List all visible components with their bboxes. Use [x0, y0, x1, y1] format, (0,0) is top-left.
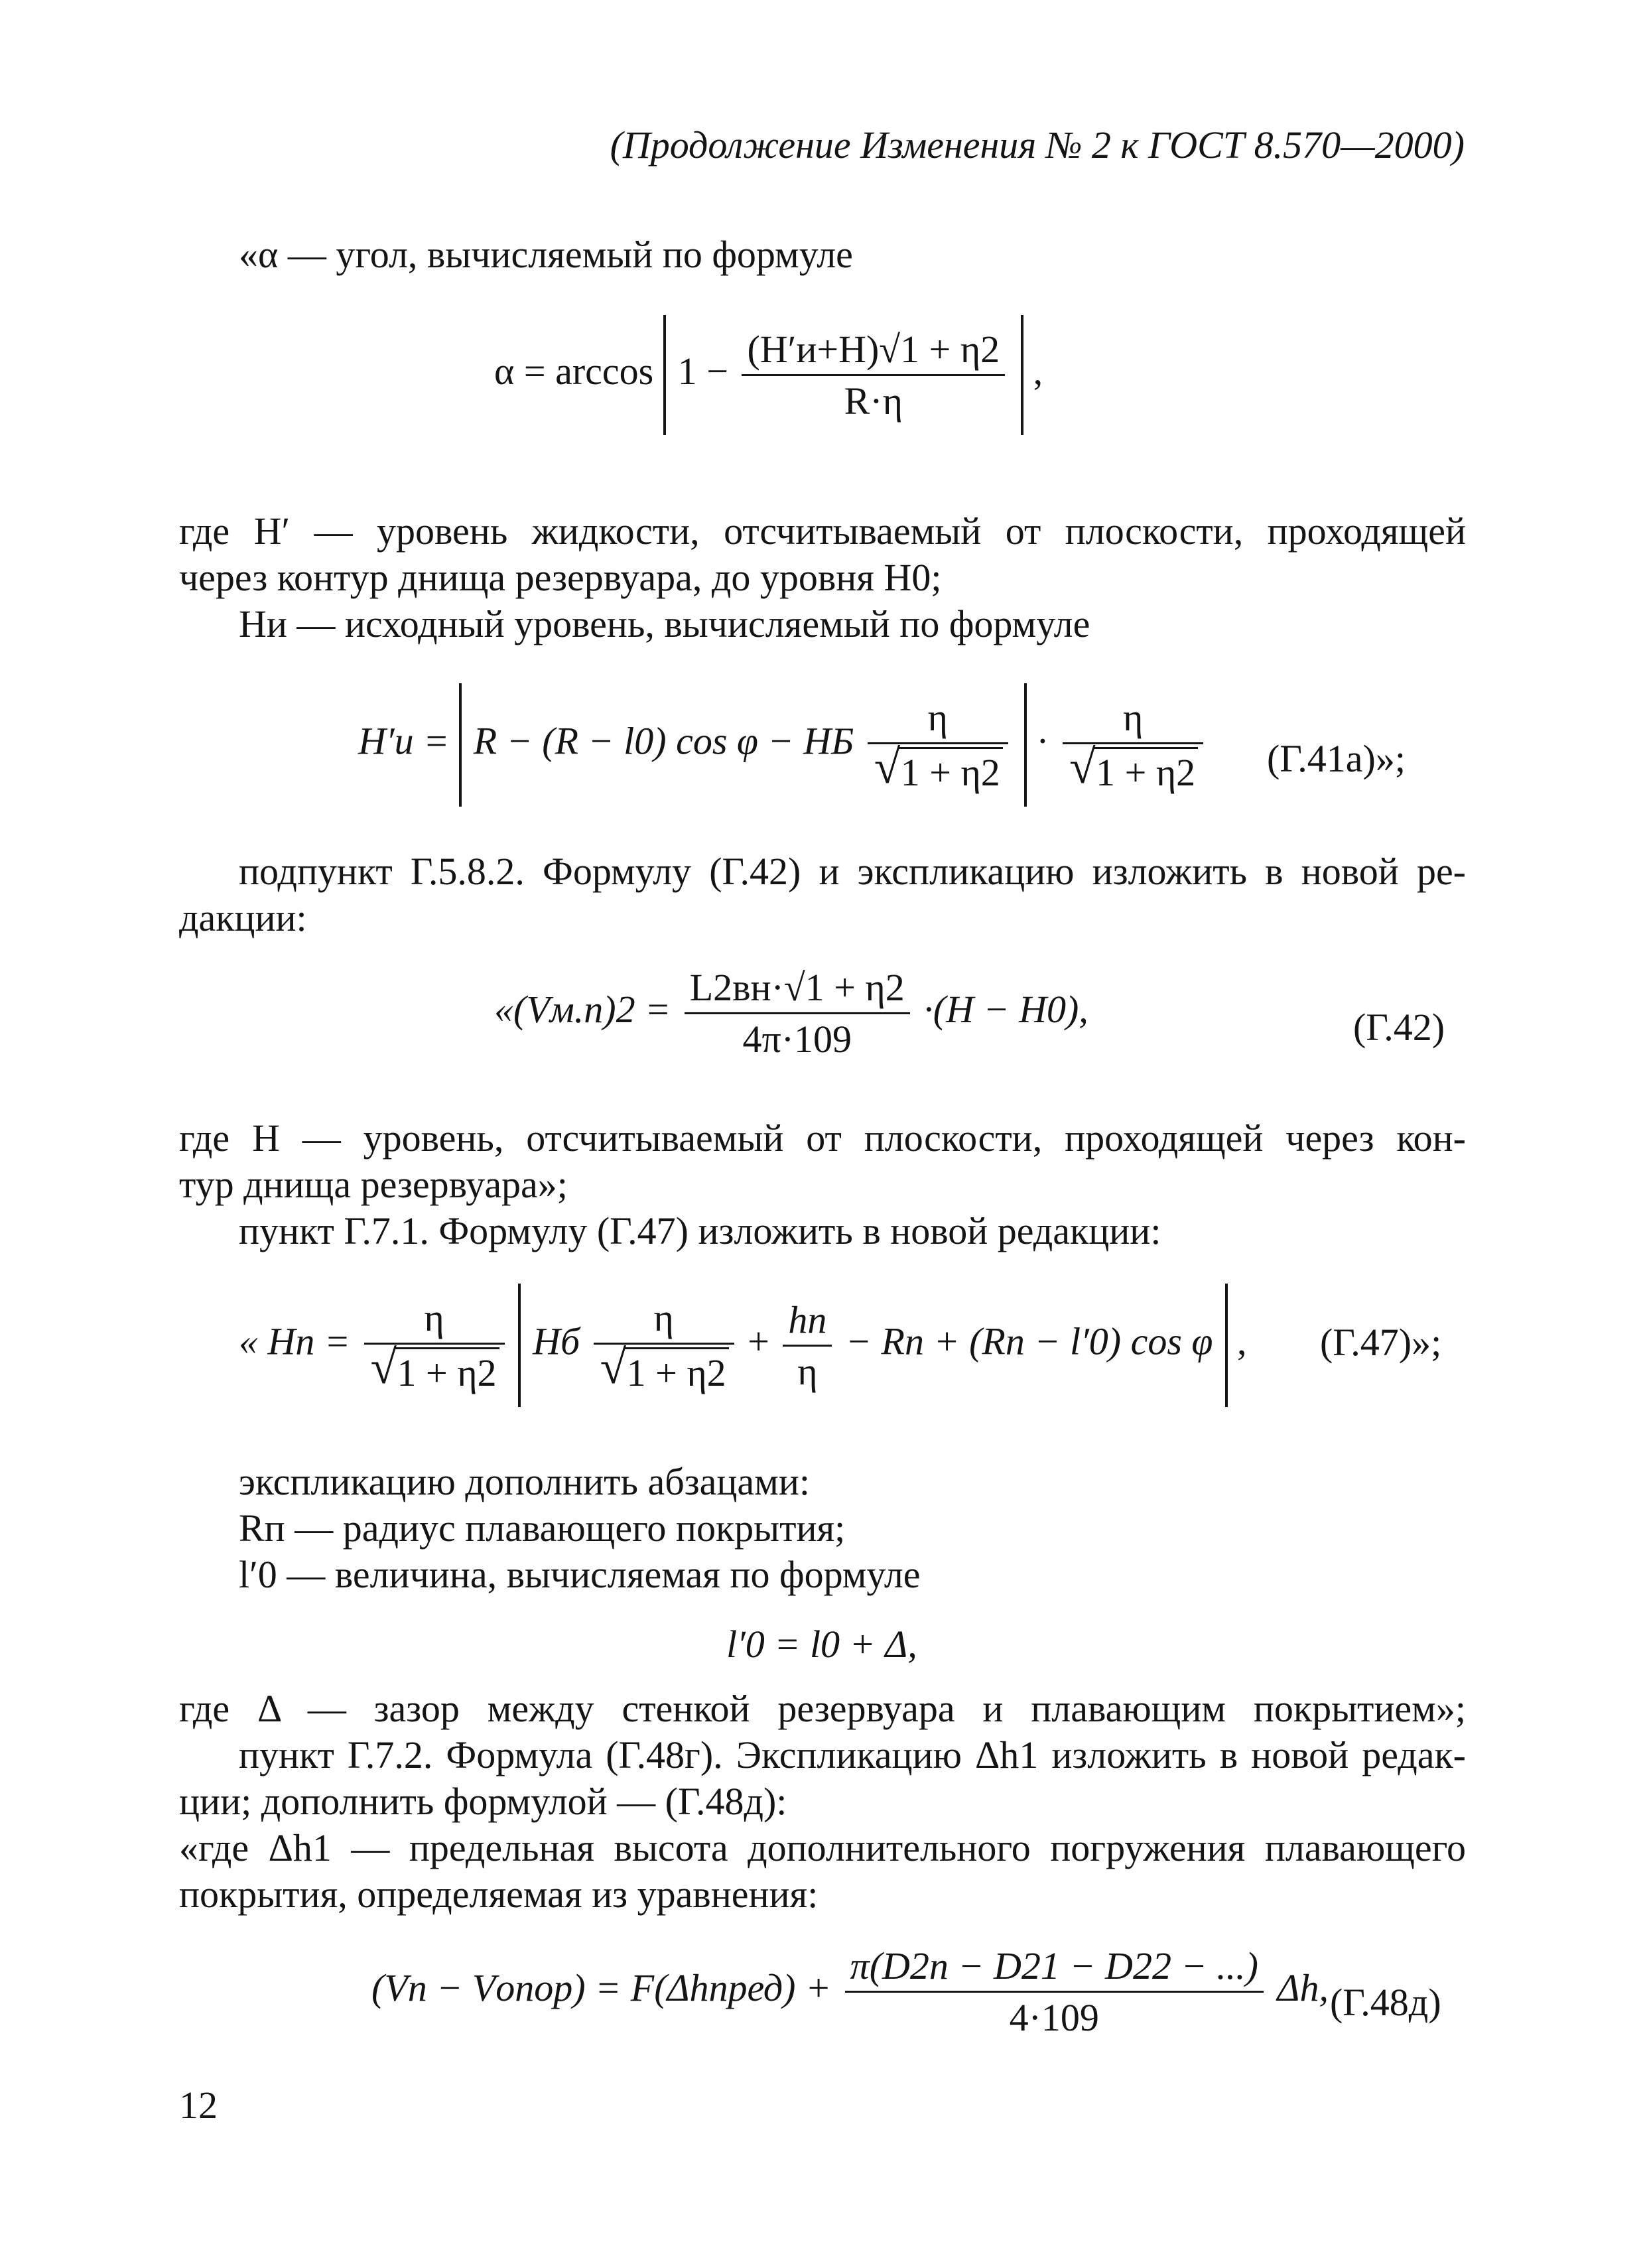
formula-alpha-numerator: (H′и+H)√1 + η2: [742, 327, 1005, 376]
para-explication-l0: l′0 — величина, вычисляемая по формуле: [239, 1553, 921, 1596]
para-clause-772-line1: пункт Г.7.2. Формула (Г.48г). Экспликацию Δh1 изложить в новой редак-: [239, 1733, 1466, 1776]
para-h-line2: тур днища резервуара»;: [179, 1163, 568, 1206]
formula-g42-numerator: L2вн·√1 + η2: [685, 965, 910, 1014]
formula-g47: [239, 1284, 1247, 1407]
para-dh-line2: покрытия, определяемая из уравнения:: [179, 1873, 819, 1916]
formula-g47-rest: − Rп + (Rп − l′0) cos φ: [845, 1319, 1213, 1363]
para-dh-line1: «где Δh1 — предельная высота дополнительного погружения плавающего: [179, 1826, 1466, 1869]
formula-alpha-fraction: [742, 327, 1005, 423]
formula-l0: l′0 = l0 + Δ,: [726, 1623, 917, 1666]
formula-g47-number: (Г.47)»;: [1320, 1321, 1442, 1364]
formula-g41a-inner-fraction: [868, 695, 1008, 795]
formula-alpha-lhs: α = arccos: [494, 349, 654, 393]
formula-g42-rhs: ·(H − H0),: [923, 987, 1088, 1031]
para-h-prime-line2: через контур днища резервуара, до уровня H0;: [179, 556, 942, 599]
formula-g47-hp-eta: η: [797, 1349, 818, 1393]
formula-g48d: [371, 1944, 1329, 2040]
formula-g48d-fraction: [845, 1944, 1264, 2040]
formula-g47-inner-eta: η: [594, 1296, 734, 1345]
formula-g48d-number: (Г.48д): [1330, 1981, 1441, 2024]
para-clause-771: пункт Г.7.1. Формулу (Г.47) изложить в новой редакции:: [239, 1209, 1161, 1252]
formula-g41a-outer-root: √ 1 + η2: [1063, 744, 1203, 795]
formula-g47-hb: Hб: [533, 1319, 580, 1363]
formula-g48d-lhs: (Vп − Vопор) = F(Δhпред) +: [371, 1966, 832, 2009]
formula-g47-eta: η: [364, 1296, 505, 1345]
running-header: (Продолжение Изменения № 2 к ГОСТ 8.570—2000): [610, 123, 1465, 167]
formula-g41a-body: R − (R − l0) cos φ − HБ: [473, 719, 854, 763]
para-subclause-line2: дакции:: [179, 896, 307, 939]
formula-g41a-outer-eta: η: [1063, 695, 1203, 744]
para-explication-rp: Rп — радиус плавающего покрытия;: [239, 1506, 846, 1550]
formula-g42-denominator: 4π·109: [742, 1018, 852, 1061]
para-h-line1: где H — уровень, отсчитываемый от плоскости, проходящей через кон-: [179, 1116, 1466, 1160]
para-h-prime-line1: где H′ — уровень жидкости, отсчитываемый от плоскости, проходящей: [179, 509, 1466, 553]
formula-g47-eta-fraction: [364, 1296, 505, 1395]
formula-g47-root: √ 1 + η2: [364, 1345, 505, 1395]
page-number: 12: [179, 2084, 218, 2127]
formula-g41a-outer-fraction: [1063, 695, 1203, 795]
formula-g42-number: (Г.42): [1353, 1006, 1445, 1049]
formula-g48d-rhs: Δh,: [1277, 1966, 1329, 2009]
formula-g47-tail: ,: [1237, 1319, 1247, 1363]
formula-g41a-number: (Г.41а)»;: [1267, 737, 1406, 780]
formula-alpha-denominator: R·η: [844, 379, 903, 423]
formula-g48d-numerator: π(D2п − D21 − D22 − ...): [845, 1944, 1264, 1993]
formula-g47-hp-fraction: [783, 1298, 832, 1394]
para-alpha-intro: «α — угол, вычисляемый по формуле: [239, 233, 853, 276]
formula-g47-bracket: Hб η √ 1 + η2 + $\frac{hп}{\eta}$ − Rп + (Rп − l′0) cos φ: [518, 1284, 1227, 1407]
formula-alpha-tail: ,: [1033, 349, 1043, 393]
formula-g47-inner-root: √ 1 + η2: [594, 1345, 734, 1395]
formula-g41a-inner-root: √ 1 + η2: [868, 744, 1008, 795]
formula-g41a-bracket: [459, 683, 1027, 807]
formula-g42: [494, 965, 1088, 1061]
formula-g42-lhs: «(Vм.п)2 =: [494, 987, 671, 1031]
para-delta: где Δ — зазор между стенкой резервуара и плавающим покрытием»;: [179, 1687, 1466, 1730]
formula-g47-lhs: « Hп =: [239, 1319, 351, 1363]
formula-alpha: [494, 315, 1043, 435]
formula-g47-inner-fraction: [594, 1296, 734, 1395]
formula-alpha-bracket: [663, 315, 1023, 435]
para-explication-intro: экспликацию дополнить абзацами:: [239, 1460, 810, 1503]
para-subclause-line1: подпункт Г.5.8.2. Формулу (Г.42) и экспликацию изложить в новой ре-: [239, 850, 1466, 893]
formula-g41a-inner-eta: η: [868, 695, 1008, 744]
para-hi: Hи — исходный уровень, вычисляемый по формуле: [239, 602, 1090, 645]
formula-g41a: H′и = R − (R − l0) cos φ − HБ η √ 1 + η2 · η √ 1 + η2: [358, 683, 1207, 807]
para-clause-772-line2: ции; дополнить формулой — (Г.48д):: [179, 1780, 787, 1823]
formula-alpha-one-minus: 1 −: [677, 349, 728, 393]
formula-g48d-denominator: 4·109: [1009, 1996, 1099, 2039]
formula-g42-fraction: [685, 965, 910, 1061]
formula-g47-hp: hп: [783, 1298, 832, 1347]
formula-g41a-lhs: H′и =: [358, 719, 450, 763]
